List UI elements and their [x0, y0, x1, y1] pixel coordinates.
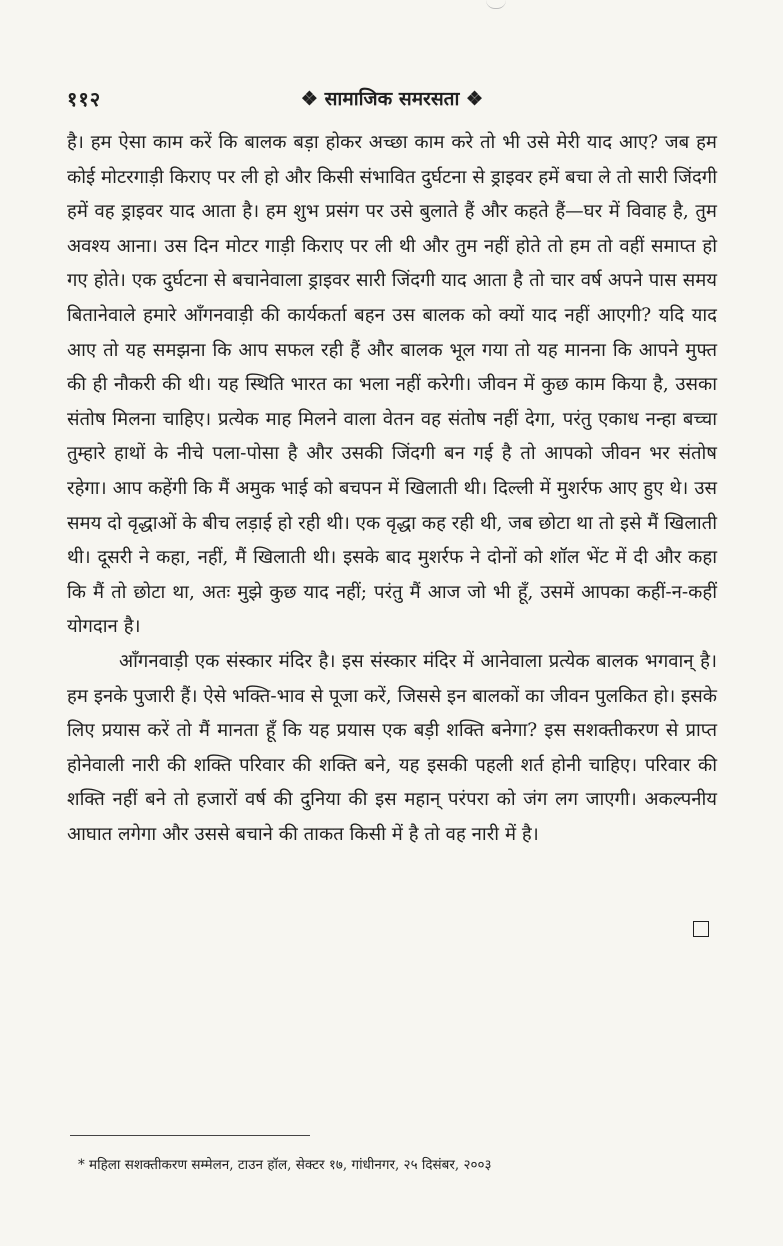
- top-edge-mark: [486, 0, 506, 9]
- page-number: ११२: [67, 87, 102, 111]
- paragraph-continued: है। हम ऐसा काम करें कि बालक बड़ा होकर अच्छा काम करे तो भी उसे मेरी याद आए? जब हम कोई मोटरगाड़ी किराए पर ली हो और किसी संभावित दुर्घटना से ड्राइवर हमें बचा ले तो सारी जिंदगी हमें वह ड्राइवर याद आता है। हम शुभ प्रसंग पर उसे बुलाते हैं और कहते हैं—घर में विवाह है, तुम अवश्य आना। उस दिन मोटर गाड़ी किराए पर ली थी और तुम नहीं होते तो हम तो वहीं समाप्त हो गए होते। एक दुर्घटना से बचानेवाला ड्राइवर सारी जिंदगी याद आता है तो चार वर्ष अपने पास समय बितानेवाले हमारे आँगनवाड़ी की कार्यकर्ता बहन उस बालक को क्यों याद नहीं आएगी? यदि याद आए तो यह समझना कि आप सफल रही हैं और बालक भूल गया तो यह मानना कि आपने मुफ्त की ही नौकरी की थी। यह स्थिति भारत का भला नहीं करेगी। जीवन में कुछ काम किया है, उसका संतोष मिलना चाहिए। प्रत्येक माह मिलने वाला वेतन वह संतोष नहीं देगा, परंतु एकाध नन्हा बच्चा तुम्हारे हाथों के नीचे पला-पोसा है और उसकी जिंदगी बन गई है तो आपको जीवन भर संतोष रहेगा। आप कहेंगी कि मैं अमुक भाई को बचपन में खिलाती थी। दिल्ली में मुशर्रफ आए हुए थे। उस समय दो वृद्धाओं के बीच लड़ाई हो रही थी। एक वृद्धा कह रही थी, जब छोटा था तो इसे मैं खिलाती थी। दूसरी ने कहा, नहीं, मैं खिलाती थी। इसके बाद मुशर्रफ ने दोनों को शॉल भेंट में दी और कहा कि मैं तो छोटा था, अतः मुझे कुछ याद नहीं; परंतु मैं आज जो भी हूँ, उसमें आपका कहीं-न-कहीं योगदान है।: [67, 132, 717, 638]
- footnote-divider: [70, 1135, 310, 1136]
- body-text: [67, 126, 717, 852]
- page-header: [67, 85, 717, 115]
- section-end-square-icon: [693, 921, 709, 937]
- running-title: ❖ सामाजिक समरसता ❖: [300, 88, 484, 110]
- paragraph-anganwadi: आँगनवाड़ी एक संस्कार मंदिर है। इस संस्कार मंदिर में आनेवाला प्रत्येक बालक भगवान् है। हम इनके पुजारी हैं। ऐसे भक्ति-भाव से पूजा करें, जिससे इन बालकों का जीवन पुलकित हो। इसके लिए प्रयास करें तो मैं मानता हूँ कि यह प्रयास एक बड़ी शक्ति बनेगा? इस सशक्तीकरण से प्राप्त होनेवाली नारी की शक्ति परिवार की शक्ति बने, यह इसकी पहली शर्त होनी चाहिए। परिवार की शक्ति नहीं बने तो हजारों वर्ष की दुनिया की इस महान् परंपरा को जंग लग जाएगी। अकल्पनीय आघात लगेगा और उससे बचाने की ताकत किसी में है तो वह नारी में है।: [67, 650, 717, 845]
- footnote: * महिला सशक्तीकरण सम्मेलन, टाउन हॉल, सेक्टर १७, गांधीनगर, २५ दिसंबर, २००३: [78, 1157, 492, 1173]
